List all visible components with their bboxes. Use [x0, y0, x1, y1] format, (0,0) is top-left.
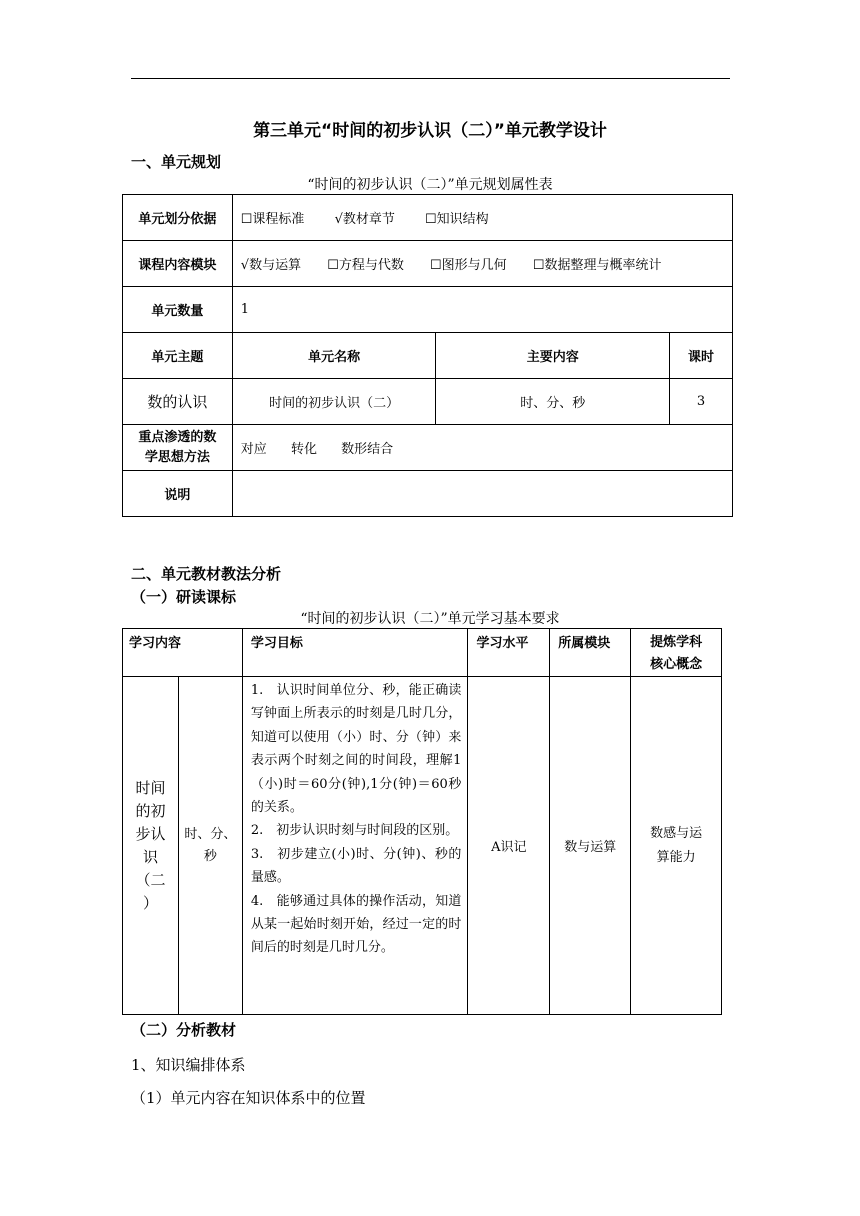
option-curriculum-standard: ☐课程标准: [240, 212, 305, 227]
content-header: 主要内容: [436, 333, 670, 379]
module-options: [232, 241, 732, 287]
theme-label: 单元主题: [123, 333, 233, 379]
table-row: [123, 241, 733, 287]
method-number-shape: 数形结合: [341, 442, 394, 457]
document-title: 第三单元“时间的初步认识（二）”单元教学设计: [253, 121, 607, 141]
subsection-heading-textbook: （二）分析教材: [131, 1021, 237, 1039]
note-label: 说明: [123, 471, 233, 517]
table-row: [123, 333, 733, 379]
content-value: 时、分、秒: [436, 379, 670, 425]
count-value: 1: [232, 287, 732, 333]
header-concept: [631, 629, 722, 677]
module-label: 课程内容模块: [123, 241, 233, 287]
subtopic-line: 时、分、: [184, 826, 237, 842]
table-row: [123, 379, 733, 425]
header-goal: 学习目标: [242, 629, 468, 677]
goals-cell: [242, 677, 468, 1015]
learning-requirements-table: [122, 628, 722, 1015]
section-heading-analysis: 二、单元教材教法分析: [131, 565, 282, 583]
header-rule: [131, 78, 730, 79]
table-row: [123, 195, 733, 241]
hours-header: 课时: [670, 333, 733, 379]
topic-line: （二: [135, 870, 166, 889]
table-row: [123, 471, 733, 517]
option-equation-algebra: ☐方程与代数: [327, 258, 404, 273]
method-correspondence: 对应: [240, 442, 267, 457]
header-content: 学习内容: [123, 629, 243, 677]
basis-options: [232, 195, 732, 241]
table-caption-planning: “时间的初步认识（二）”单元规划属性表: [307, 177, 553, 193]
level-cell: A识记: [468, 677, 550, 1015]
option-textbook-chapter: √教材章节: [334, 212, 395, 227]
method-label: [123, 425, 233, 471]
goal-item: 3. 初步建立(小)时、分(钟)、秒的量感。: [250, 846, 462, 886]
option-number-operation: √数与运算: [240, 258, 302, 273]
goal-item: 2. 初步认识时刻与时间段的区别。: [250, 823, 459, 839]
option-knowledge-structure: ☐知识结构: [425, 212, 489, 227]
topic-line: 的初: [135, 801, 166, 820]
concept-line: 数感与运: [650, 825, 703, 841]
header-concept-line: 提炼学科: [650, 635, 703, 650]
method-values: [232, 425, 732, 471]
method-label-line: 学思想方法: [144, 449, 210, 465]
table-row: [123, 287, 733, 333]
paragraph-knowledge-system: 1、知识编排体系: [131, 1056, 246, 1074]
table-row: [123, 677, 722, 1015]
goal-item: 1. 认识时间单位分、秒，能正确读写钟面上所表示的时刻是几时几分，知道可以使用（小）时、分（钟）来表示两个时刻之间的时间段，理解1（小)时＝60分(钟),1分(钟)＝60秒的关系。: [250, 683, 462, 816]
subtopic-cell: [178, 677, 242, 1015]
concept-cell: [631, 677, 722, 1015]
name-header: 单元名称: [232, 333, 436, 379]
paragraph-unit-position: （1）单元内容在知识体系中的位置: [131, 1089, 366, 1107]
subsection-heading-standards: （一）研读课标: [131, 588, 237, 606]
count-label: 单元数量: [123, 287, 233, 333]
unit-planning-table: [122, 194, 733, 517]
topic-line: 时间: [135, 778, 166, 797]
concept-line: 算能力: [656, 849, 696, 865]
theme-value: 数的认识: [123, 379, 233, 425]
header-level: 学习水平: [468, 629, 550, 677]
subtopic-line: 秒: [203, 848, 217, 864]
header-module: 所属模块: [550, 629, 631, 677]
method-transformation: 转化: [290, 442, 317, 457]
topic-cell: [123, 677, 179, 1015]
table-row: [123, 425, 733, 471]
table-row: [123, 629, 722, 677]
option-statistics: ☐数据整理与概率统计: [532, 258, 662, 273]
topic-line: 步认: [135, 824, 166, 843]
goal-item: 4. 能够通过具体的操作活动，知道从某一起始时刻开始，经过一定的时间后的时刻是几时几分。: [250, 893, 462, 956]
topic-line: 识: [142, 847, 158, 866]
basis-label: 单元划分依据: [123, 195, 233, 241]
method-label-line: 重点渗透的数: [138, 429, 217, 445]
topic-line: ）: [142, 893, 158, 912]
option-geometry: ☐图形与几何: [430, 258, 507, 273]
hours-value: 3: [670, 379, 733, 425]
note-value: [232, 471, 732, 517]
table-caption-requirements: “时间的初步认识（二）”单元学习基本要求: [300, 611, 560, 627]
header-concept-line: 核心概念: [650, 657, 703, 672]
name-value: 时间的初步认识（二）: [232, 379, 436, 425]
module-cell: 数与运算: [550, 677, 631, 1015]
section-heading-planning: 一、单元规划: [131, 153, 222, 171]
